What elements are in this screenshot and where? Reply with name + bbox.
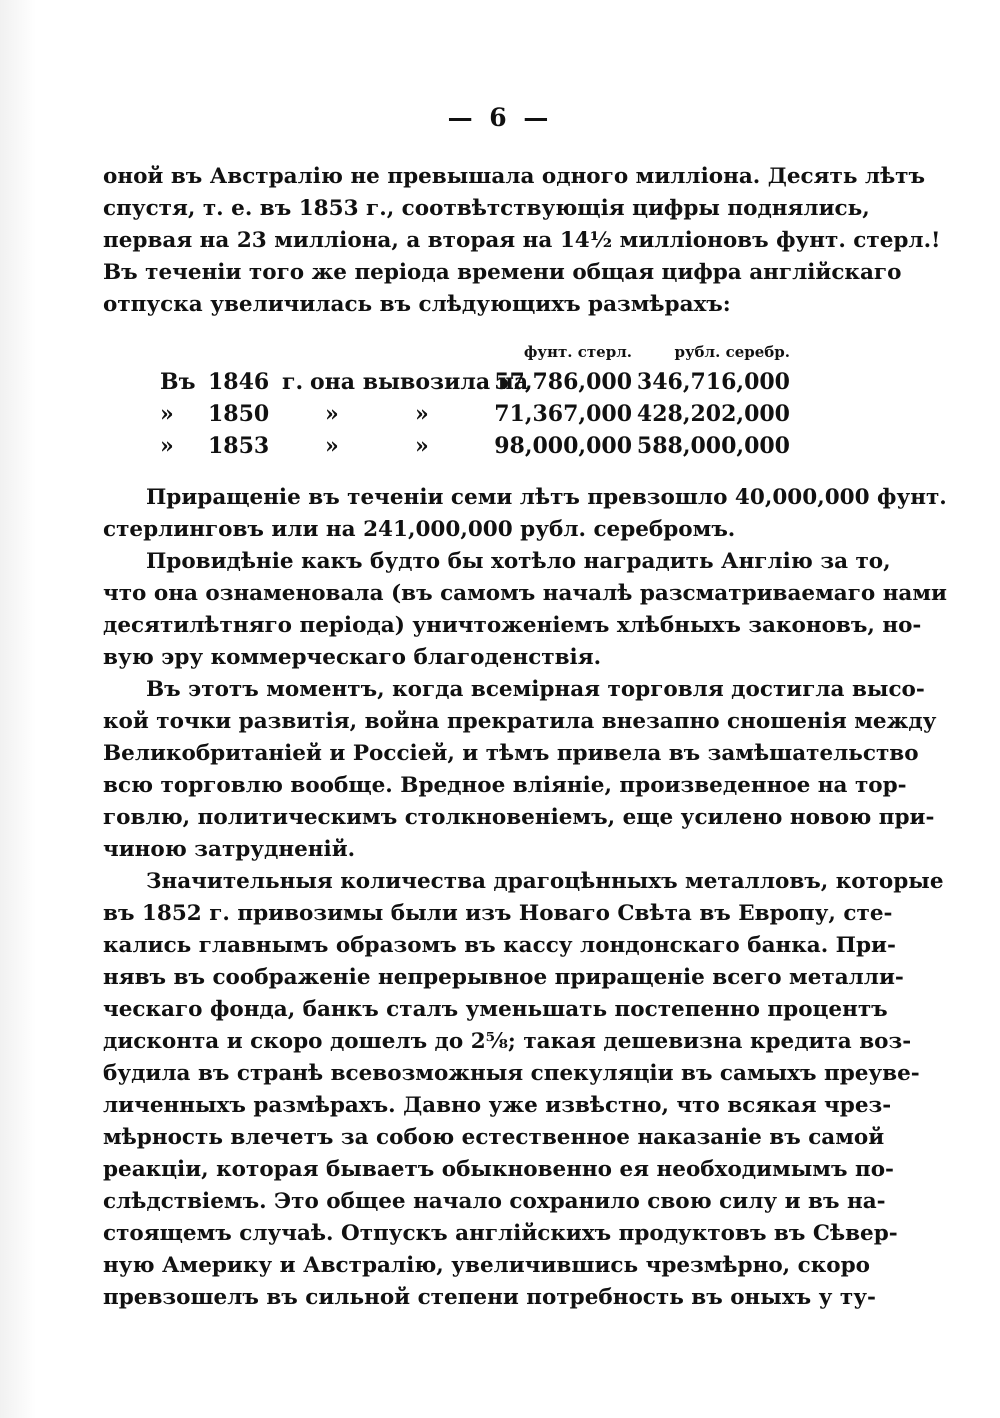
text-line: Въ этотъ моментъ, когда всемірная торговля достигла высо- — [146, 677, 925, 702]
text-line: спустя, т. е. въ 1853 г., соотвѣтствующія цифры поднялись, — [103, 196, 870, 221]
text-line: Приращеніе въ теченіи семи лѣтъ превзошло 40,000,000 фунт. — [146, 485, 947, 510]
text-line: ную Америку и Австралію, увеличившись чрезмѣрно, скоро — [103, 1253, 870, 1278]
text-line: ческаго фонда, банкъ сталъ уменьшать постепенно процентъ — [103, 997, 888, 1022]
row-rubles: 346,716,000 — [636, 369, 790, 395]
header-rubles: рубл. серебр. — [674, 343, 790, 361]
text-line: десятилѣтняго періода) уничтоженіемъ хлѣбныхъ законовъ, но- — [103, 613, 922, 638]
text-line: Значительныя количества драгоцѣнныхъ металловъ, которые — [146, 869, 944, 894]
text-line: въ 1852 г. привозимы были изъ Новаго Свѣта въ Европу, сте- — [103, 901, 893, 926]
table-header — [160, 339, 800, 369]
text-line: первая на 23 милліона, а вторая на 14½ милліоновъ фунт. стерл.! — [103, 228, 941, 253]
text-line: мѣрность влечетъ за собою естественное наказаніе въ самой — [103, 1125, 885, 1150]
text-line: оной въ Австралію не превышала одного милліона. Десять лѣтъ — [103, 164, 925, 189]
row-prefix: » — [160, 401, 174, 427]
ditto-mark: » — [325, 401, 339, 427]
text-line: кой точки развитія, война прекратила внезапно сношенія между — [103, 709, 937, 734]
row-pounds: 57,786,000 — [494, 369, 632, 395]
scan-shadow — [0, 0, 36, 1418]
paragraph-war — [103, 674, 937, 866]
text-line: личенныхъ размѣрахъ. Давно уже извѣстно, что всякая чрез- — [103, 1093, 892, 1118]
text-line: говлю, политическимъ столкновеніемъ, еще усилено новою при- — [103, 805, 935, 830]
page-number: — 6 — — [447, 103, 553, 132]
text-line: слѣдствіемъ. Это общее начало сохранило свою силу и въ на- — [103, 1189, 886, 1214]
text-line: реакціи, которая бываетъ обыкновенно ея необходимымъ по- — [103, 1157, 894, 1182]
header-pounds: фунт. стерл. — [523, 343, 632, 361]
text-line: нявъ въ соображеніе непрерывное приращеніе всего металли- — [103, 965, 904, 990]
export-table — [160, 339, 800, 465]
text-line: чиною затрудненій. — [103, 837, 356, 862]
row-year-abbrev: г. — [282, 369, 304, 395]
text-line: стоящемъ случаѣ. Отпускъ англійскихъ продуктовъ въ Сѣвер- — [103, 1221, 898, 1246]
row-prefix: » — [160, 433, 174, 459]
row-year: 1846 — [208, 369, 270, 395]
row-pounds: 71,367,000 — [494, 401, 632, 427]
text-line: будила въ странѣ всевозможныя спекуляціи въ самыхъ преуве- — [103, 1061, 920, 1086]
paragraph-providence — [103, 546, 947, 674]
table-row — [160, 369, 800, 401]
text-line: отпуска увеличилась въ слѣдующихъ размѣрахъ: — [103, 292, 731, 317]
text-line: дисконта и скоро дошелъ до 2⅝; такая дешевизна кредита воз- — [103, 1029, 912, 1054]
text-line: Провидѣніе какъ будто бы хотѣло наградить Англію за то, — [146, 549, 891, 574]
row-year: 1850 — [208, 401, 270, 427]
text-line: кались главнымъ образомъ въ кассу лондонскаго банка. При- — [103, 933, 896, 958]
ditto-mark: » — [415, 401, 429, 427]
text-line: что она ознаменовала (въ самомъ началѣ разсматриваемаго нами — [103, 581, 947, 606]
ditto-mark: » — [415, 433, 429, 459]
intro-paragraph — [103, 161, 941, 321]
table-row — [160, 401, 800, 433]
text-line: всю торговлю вообще. Вредное вліяніе, произведенное на тор- — [103, 773, 907, 798]
text-line: стерлинговъ или на 241,000,000 рубл. серебромъ. — [103, 517, 736, 542]
row-rubles: 588,000,000 — [636, 433, 790, 459]
table-row — [160, 433, 800, 465]
text-line: превзошелъ въ сильной степени потребность въ оныхъ у ту- — [103, 1285, 876, 1310]
row-prefix: Въ — [160, 369, 196, 395]
ditto-mark: » — [325, 433, 339, 459]
row-pounds: 98,000,000 — [494, 433, 632, 459]
text-line: Въ теченіи того же періода времени общая цифра англійскаго — [103, 260, 902, 285]
paragraph-metals — [103, 866, 944, 1314]
row-verb: она вывозила на — [310, 369, 529, 395]
row-year: 1853 — [208, 433, 270, 459]
row-rubles: 428,202,000 — [636, 401, 790, 427]
text-line: вую эру коммерческаго благоденствія. — [103, 645, 602, 670]
text-line: Великобританіей и Россіей, и тѣмъ привела въ замѣшательство — [103, 741, 919, 766]
paragraph-increase — [103, 482, 947, 546]
